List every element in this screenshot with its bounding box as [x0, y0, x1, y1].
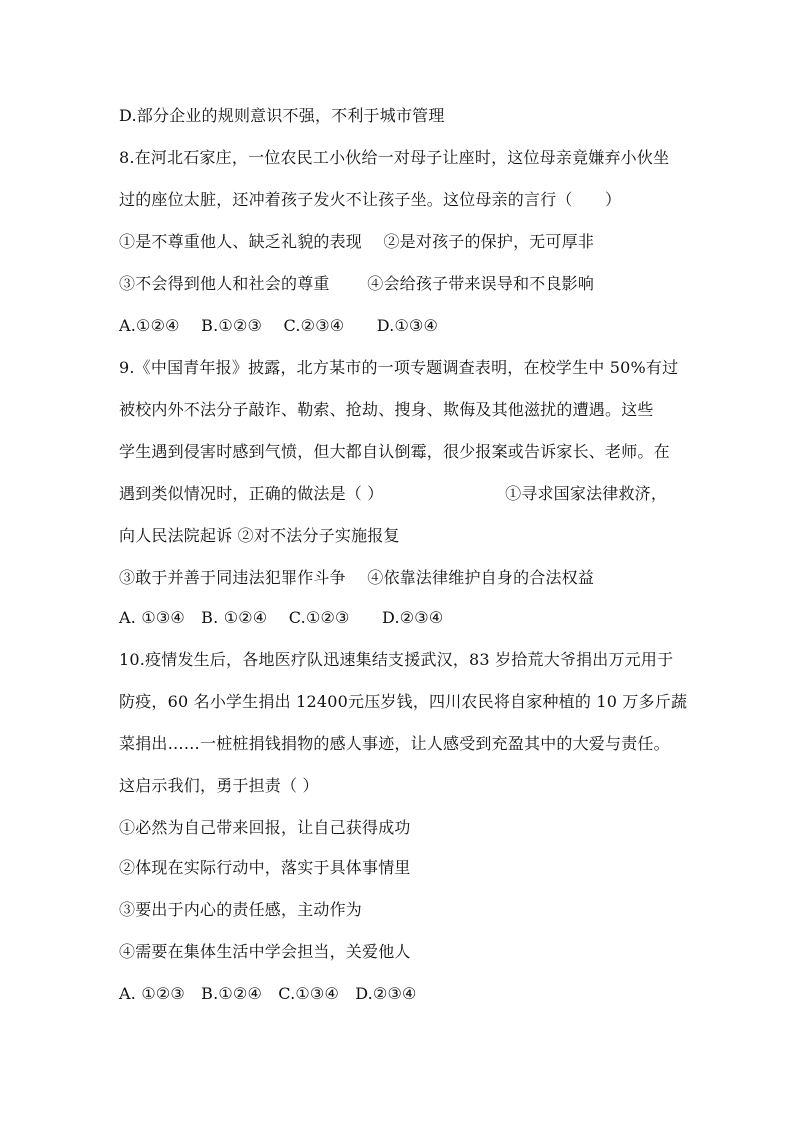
- question-10-stem-line-2: 防疫，60 名小学生捐出 12400元压岁钱，四川农民将自家种植的 10 万多斤蔬: [119, 692, 688, 711]
- question-8-stem-line-1: 8.在河北石家庄，一位农民工小伙给一对母子让座时，这位母亲竟嫌弃小伙坐: [119, 148, 670, 167]
- question-10-stem-line-1: 10.疫情发生后，各地医疗队迅速集结支援武汉，83 岁拾荒大爷捐出万元用于: [119, 650, 674, 669]
- question-10-statement-3: ③要出于内心的责任感，主动作为: [119, 900, 363, 919]
- question-9-choices: A. ①③④ B. ①②④ C.①②③ D.②③④: [119, 608, 444, 627]
- option-d-q7: D.部分企业的规则意识不强，不利于城市管理: [119, 106, 445, 125]
- question-9-stem-line-4: 遇到类似情况时，正确的做法是（ ） ①寻求国家法律救济，: [119, 484, 668, 503]
- question-9-statements-3-4: ③敢于并善于同违法犯罪作斗争 ④依靠法律维护自身的合法权益: [119, 568, 595, 587]
- question-10-stem-line-3: 菜捐出……一桩桩捐钱捐物的感人事迹，让人感受到充盈其中的大爱与责任。: [119, 734, 670, 753]
- question-9-stem-line-1: 9.《中国青年报》披露，北方某市的一项专题调查表明，在校学生中 50%有过: [119, 358, 679, 377]
- question-8-statements-3-4: ③不会得到他人和社会的尊重 ④会给孩子带来误导和不良影响: [119, 274, 595, 293]
- question-10-choices: A. ①②③ B.①②④ C.①③④ D.②③④: [119, 984, 417, 1003]
- question-10-stem-line-4: 这启示我们，勇于担责（ ）: [119, 776, 319, 795]
- question-10-statement-2: ②体现在实际行动中，落实于具体事情里: [119, 858, 411, 877]
- question-9-stem-line-2: 被校内外不法分子敲诈、勒索、抢劫、搜身、欺侮及其他滋扰的遭遇。这些: [119, 400, 654, 419]
- question-9-stem-line-3: 学生遇到侵害时感到气愤，但大都自认倒霉，很少报案或告诉家长、老师。在: [119, 442, 670, 461]
- question-10-statement-1: ①必然为自己带来回报，让自己获得成功: [119, 818, 411, 837]
- question-8-choices: A.①②④ B.①②③ C.②③④ D.①③④: [119, 316, 439, 335]
- question-8-statements-1-2: ①是不尊重他人、缺乏礼貌的表现 ②是对孩子的保护，无可厚非: [119, 232, 595, 251]
- question-8-stem-line-2: 过的座位太脏，还冲着孩子发火不让孩子坐。这位母亲的言行（ ）: [119, 190, 622, 209]
- question-9-statements-1-2: 向人民法院起诉 ②对不法分子实施报复: [119, 526, 400, 545]
- question-10-statement-4: ④需要在集体生活中学会担当，关爱他人: [119, 942, 411, 961]
